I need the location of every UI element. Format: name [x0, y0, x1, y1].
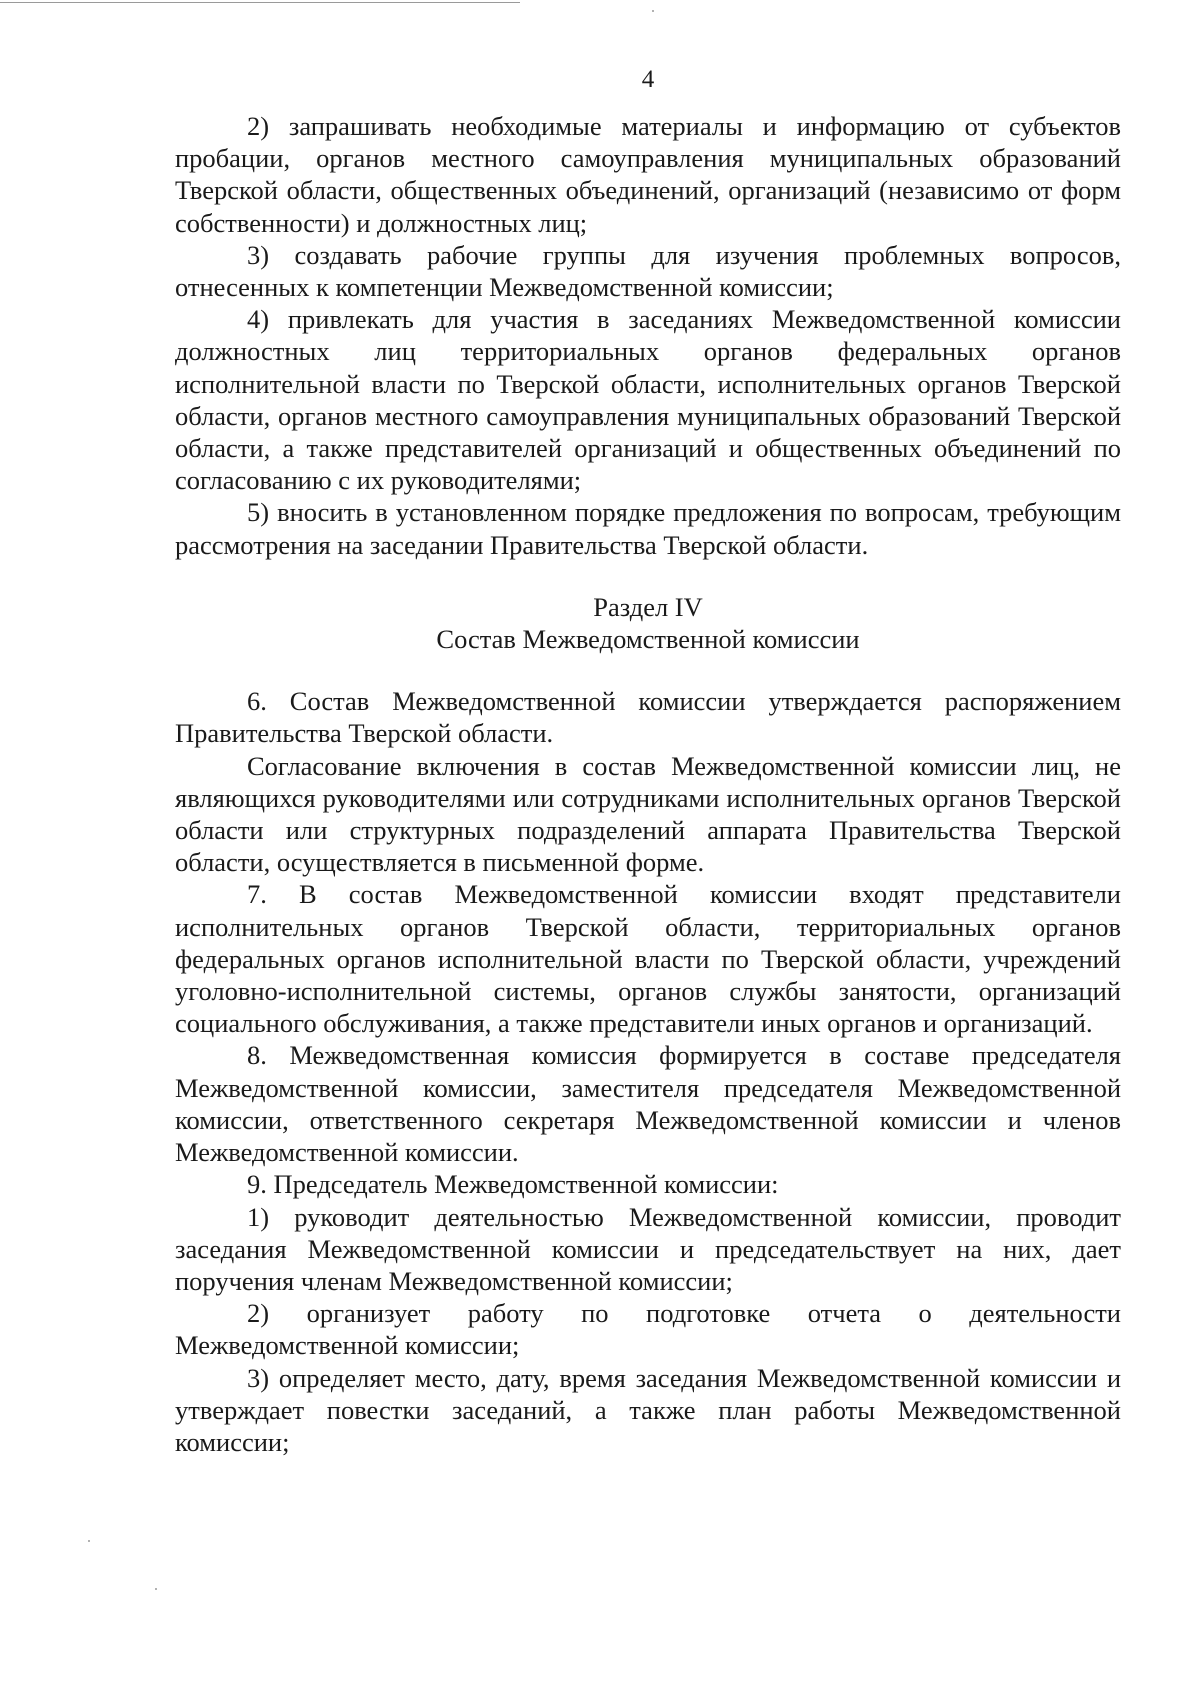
section-title: Состав Межведомственной комиссии	[436, 624, 860, 655]
scan-speck	[652, 10, 654, 12]
paragraph-clause-6: 6. Состав Межведомственной комиссии утверждается распоряжением Правительства Тверской области.	[175, 686, 1121, 749]
paragraph-clause-9-item-1: 1) руководит деятельностью Межведомственной комиссии, проводит заседания Межведомственной комиссии и председательствует на них, дает поручения членам Межведомственной комиссии;	[175, 1201, 1121, 1296]
paragraph-clause-9-item-2: 2) организует работу по подготовке отчета о деятельности Межведомственной комиссии;	[175, 1298, 1121, 1361]
scan-speck	[88, 1540, 90, 1542]
scan-edge-line	[0, 2, 520, 3]
section-heading	[175, 591, 1121, 655]
paragraph-clause-9: 9. Председатель Межведомственной комиссии:	[247, 1169, 779, 1200]
paragraph-clause-7: 7. В состав Межведомственной комиссии входят представители исполнительных органов Тверской области, территориальных органов федеральных органов исполнительной власти по Тверской области, учреждений уголовно-исполнительной системы, органов службы занятости, организаций социального обслуживания, а также представители иных органов и организаций.	[175, 879, 1121, 1039]
paragraph-clause-8: 8. Межведомственная комиссия формируется в составе председателя Межведомственной комиссии, заместителя председателя Межведомственной комиссии, ответственного секретаря Межведомственной комиссии и членов Межведомственной комиссии.	[175, 1040, 1121, 1168]
paragraph-item-4: 4) привлекать для участия в заседаниях Межведомственной комиссии должностных лиц территориальных органов федеральных органов исполнительной власти по Тверской области, исполнительных органов Тверской области, органов местного самоуправления муниципальных образований Тверской области, а также представителей организаций и общественных объединений по согласованию с их руководителями;	[175, 304, 1121, 496]
section-label: Раздел IV	[593, 591, 703, 622]
paragraph-item-3: 3) создавать рабочие группы для изучения проблемных вопросов, отнесенных к компетенции Межведомственной комиссии;	[175, 239, 1121, 303]
page-number: 4	[641, 66, 655, 93]
paragraph-approval-note: Согласование включения в состав Межведомственной комиссии лиц, не являющихся руководителями или сотрудниками исполнительных органов Тверской области или структурных подразделений аппарата Правительства Тверской области, осуществляется в письменной форме.	[175, 750, 1121, 878]
paragraph-item-2: 2) запрашивать необходимые материалы и информацию от субъектов пробации, органов местного самоуправления муниципальных образований Тверской области, общественных объединений, организаций (независимо от форм собственности) и должностных лиц;	[175, 111, 1121, 238]
scan-speck	[155, 1588, 157, 1590]
paragraph-clause-9-item-3: 3) определяет место, дату, время заседания Межведомственной комиссии и утверждает повестки заседаний, а также план работы Межведомственной комиссии;	[175, 1362, 1121, 1457]
document-page	[175, 64, 1121, 1458]
paragraph-item-5: 5) вносить в установленном порядке предложения по вопросам, требующим рассмотрения на заседании Правительства Тверской области.	[175, 497, 1121, 560]
